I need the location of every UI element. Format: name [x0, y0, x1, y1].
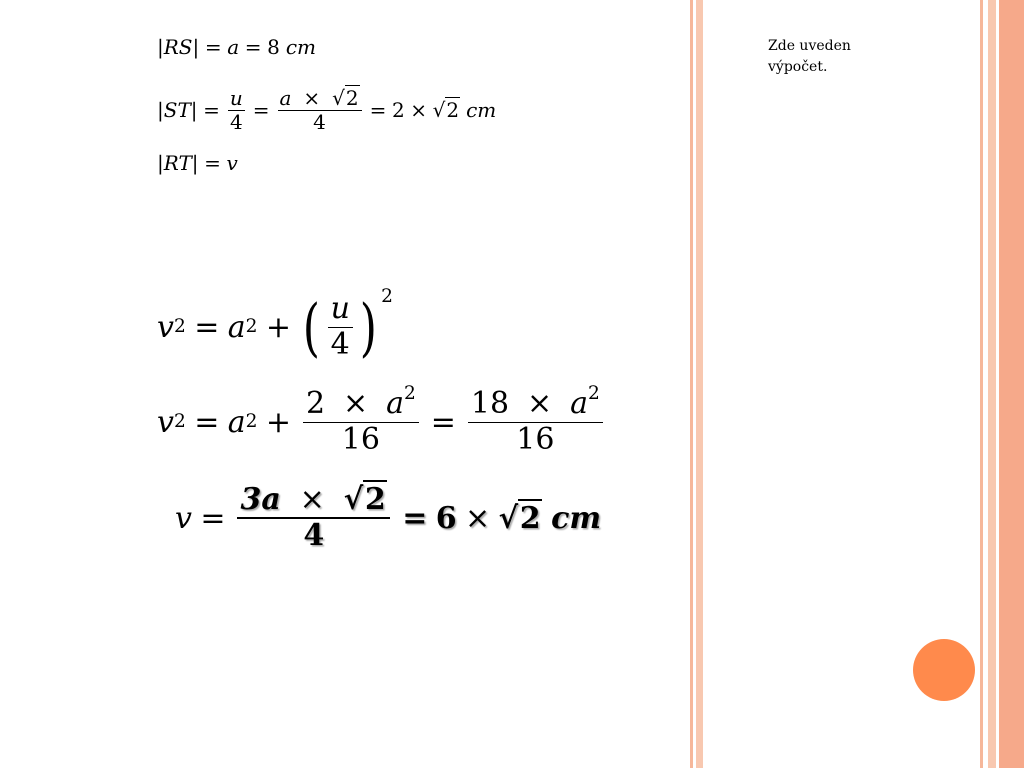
fraction-denominator: 16 — [341, 421, 380, 457]
sidebar-note — [768, 36, 888, 78]
rs-lhs: |RS| — [157, 35, 200, 59]
var-a: a — [570, 386, 589, 421]
st-unit: cm — [466, 98, 497, 122]
decorative-stripe — [690, 0, 693, 768]
rt-lhs: |RT| — [157, 151, 199, 175]
decorative-stripe — [988, 0, 996, 768]
fraction-a-sqrt2-over-4 — [275, 87, 364, 134]
equation-result — [175, 474, 601, 562]
left-paren: ( — [303, 290, 321, 364]
st-lhs: |ST| — [157, 98, 198, 122]
fraction-denominator: 16 — [516, 421, 555, 457]
times-sign: × — [410, 98, 428, 122]
sqrt-symbol: √ — [343, 481, 364, 517]
exponent: 2 — [381, 286, 393, 307]
sqrt-radicand: 2 — [345, 85, 359, 110]
st-coef: 2 — [391, 98, 405, 122]
var-a: a — [386, 386, 404, 421]
plus-sign: + — [265, 404, 291, 440]
equals-sign: = — [200, 500, 226, 536]
fraction-denominator: 4 — [330, 326, 350, 362]
exponent: 2 — [403, 383, 416, 405]
fraction-numerator — [278, 87, 362, 110]
fraction-3a-sqrt2-over-4 — [234, 483, 394, 554]
times-sign: × — [303, 85, 321, 110]
square-root — [344, 480, 388, 517]
rs-value: 8 — [267, 35, 280, 59]
fraction-numerator — [303, 383, 419, 422]
sqrt-symbol: √ — [498, 500, 519, 536]
sqrt-symbol: √ — [332, 85, 345, 110]
coefficient: 18 — [470, 386, 510, 421]
decorative-stripe — [980, 0, 983, 768]
rs-a: a — [227, 35, 240, 59]
equation-st — [157, 80, 496, 140]
square-root — [332, 85, 359, 110]
fraction-u-over-4 — [225, 87, 247, 134]
equals-sign: = — [194, 404, 220, 440]
sidebar-note-line1: Zde uveden — [768, 38, 851, 54]
result-coefficient: 6 — [435, 500, 457, 536]
decorative-stripe — [696, 0, 703, 768]
var-a: a — [279, 85, 292, 110]
right-paren: ) — [360, 290, 378, 364]
fraction-numerator — [237, 483, 390, 518]
plus-sign: + — [265, 309, 291, 345]
equation-pythagoras: v 2 = a 2 + ( $\frac{u}{4}$ ) 2 — [157, 286, 393, 364]
var-a: a — [227, 404, 246, 440]
fraction-numerator — [468, 383, 603, 422]
equals-sign: = — [204, 151, 221, 175]
fraction-denominator: 4 — [303, 518, 325, 553]
fraction-numerator: u — [229, 85, 243, 110]
rs-unit: cm — [285, 35, 316, 59]
fraction-u-over-4 — [324, 292, 357, 362]
equals-sign: = — [204, 35, 222, 59]
equals-sign: = — [430, 404, 456, 440]
rt-v: v — [226, 151, 238, 175]
square-root — [499, 501, 543, 536]
fraction-numerator: u — [330, 291, 350, 326]
coefficient: 2 — [305, 386, 326, 421]
sidebar-note-line2: výpočet. — [768, 59, 828, 75]
fraction-denominator: 4 — [313, 109, 326, 134]
square-root — [433, 98, 460, 122]
equals-sign: = — [244, 35, 262, 59]
equals-sign: = — [203, 98, 220, 122]
fraction-2a2-over-16 — [299, 383, 422, 457]
sqrt-radicand: 2 — [519, 500, 541, 536]
times-sign: × — [527, 386, 553, 421]
exponent: 2 — [588, 383, 600, 405]
equals-sign: = — [402, 500, 428, 536]
times-sign: × — [299, 481, 325, 517]
result-unit: cm — [551, 500, 602, 536]
equals-sign: = — [194, 309, 220, 345]
times-sign: × — [343, 386, 369, 421]
fraction-denominator: 4 — [229, 109, 243, 134]
sqrt-symbol: √ — [432, 98, 446, 122]
equation-rs — [157, 32, 316, 62]
equation-rt — [157, 148, 238, 178]
decorative-stripe — [999, 0, 1024, 768]
decorative-circle — [913, 639, 975, 701]
equals-sign: = — [252, 98, 270, 122]
var-v: v — [157, 309, 174, 345]
equals-sign: = — [369, 98, 387, 122]
equation-expanded: v 2 = a 2 + $\frac{2 \times a^2}{16}$ = $\frac{18 \times a^2}{16}$ — [157, 380, 606, 464]
var-v: v — [157, 404, 174, 440]
sqrt-radicand: 2 — [446, 98, 460, 122]
fraction-18a2-over-16 — [464, 383, 606, 457]
times-sign: × — [464, 500, 491, 536]
var-v: v — [175, 500, 192, 536]
var-a: a — [227, 309, 246, 345]
sqrt-radicand: 2 — [364, 481, 386, 517]
coefficient-3a: 3a — [240, 481, 281, 517]
